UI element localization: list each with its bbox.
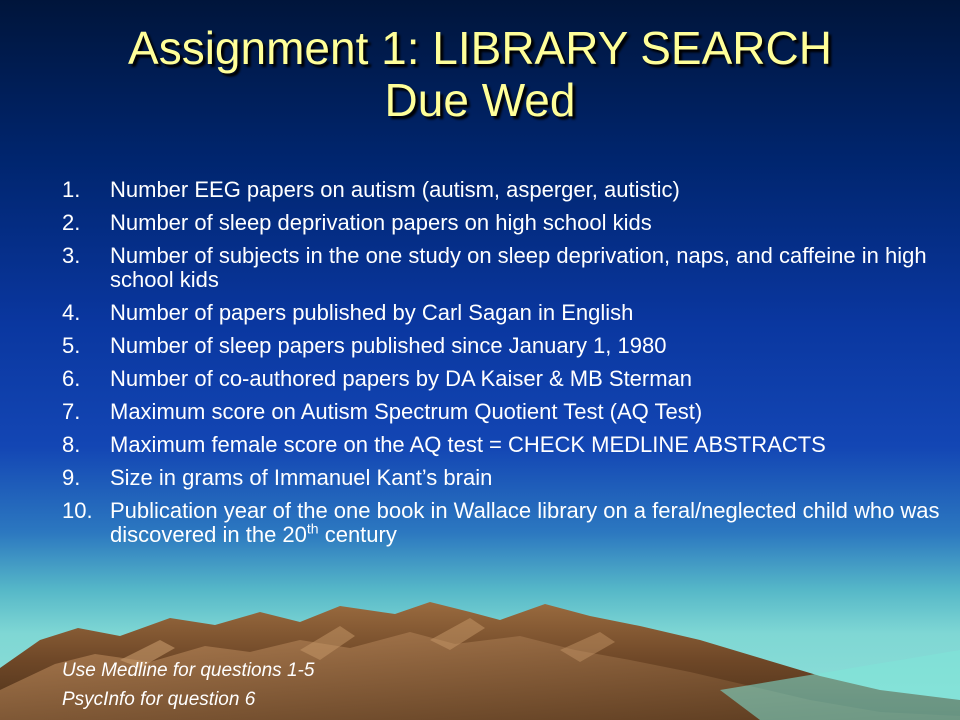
item-number: 6. [62,366,81,391]
item-number: 2. [62,210,81,235]
title-line-2: Due Wed [384,74,576,126]
slide-title [40,22,920,126]
item-number: 4. [62,300,81,325]
title-line-1: Assignment 1: LIBRARY SEARCH [128,22,832,74]
item-text-after-sup: century [318,522,397,547]
ordinal-superscript: th [306,520,319,537]
item-number: 9. [62,465,81,490]
item-text: Maximum female score on the AQ test = CHECK MEDLINE ABSTRACTS [110,432,826,457]
list-item [62,178,942,202]
list-item [62,433,942,457]
item-text-before-sup: Publication year of the one book in Wallace library on a feral/neglected child who was discovered in the 20 [110,498,940,547]
list-item [62,211,942,235]
item-text: Maximum score on Autism Spectrum Quotient Test (AQ Test) [110,399,703,424]
assignment-question-list [62,178,942,556]
item-number: 7. [62,399,81,424]
item-text: Number of sleep papers published since January 1, 1980 [110,333,667,358]
list-item [62,244,942,292]
item-text: Number of sleep deprivation papers on high school kids [110,210,652,235]
item-text [110,499,942,547]
item-text: Size in grams of Immanuel Kant’s brain [110,465,493,490]
item-number: 10. [62,498,93,523]
item-number: 3. [62,243,81,268]
list-item [62,334,942,358]
list-item [62,367,942,391]
item-number: 5. [62,333,81,358]
list-item [62,499,942,547]
list-item [62,466,942,490]
item-text: Number of subjects in the one study on sleep deprivation, naps, and caffeine in high school kids [110,243,927,292]
list-item [62,301,942,325]
list-item [62,400,942,424]
note-psycinfo: PsycInfo for question 6 [62,689,256,710]
note-medline: Use Medline for questions 1-5 [62,660,315,681]
item-text: Number of co-authored papers by DA Kaiser & MB Sterman [110,366,693,391]
item-number: 8. [62,432,81,457]
item-number: 1. [62,177,81,202]
item-text: Number EEG papers on autism (autism, asperger, autistic) [110,177,680,202]
item-text: Number of papers published by Carl Sagan in English [110,300,634,325]
